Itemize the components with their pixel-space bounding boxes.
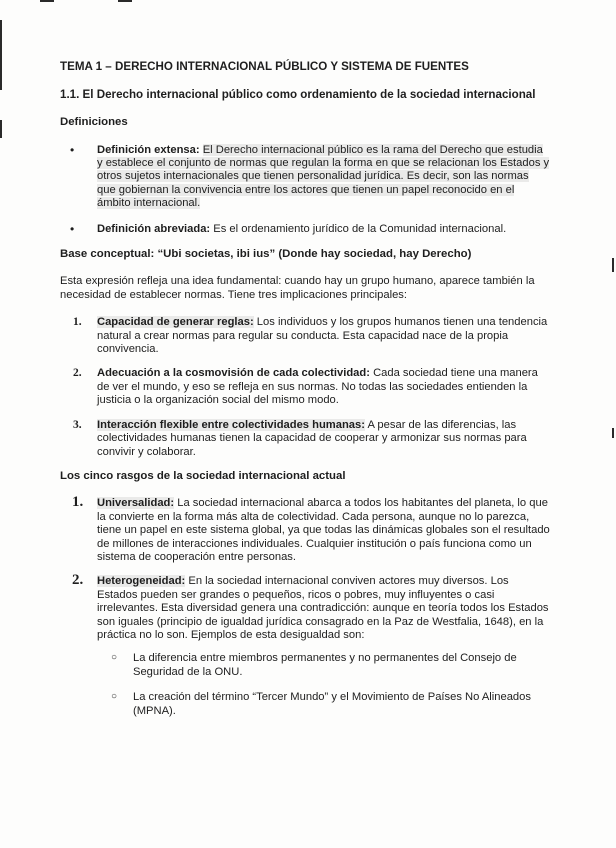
definition-term: Definición abreviada: — [97, 222, 211, 235]
item-text: Cada sociedad tiene una manera de ver el mundo, y eso se refleja en sus normas. No todas las sociedades entienden la justicia o la organización social del mismo modo. — [97, 367, 538, 407]
list-item — [60, 572, 550, 718]
traits-list — [60, 494, 550, 718]
item-term: Capacidad de generar reglas: — [97, 316, 254, 329]
item-number: 2. — [73, 367, 82, 380]
scan-edge-mark — [0, 120, 2, 138]
item-number: 1. — [72, 494, 84, 511]
scan-edge-mark — [40, 0, 54, 2]
list-item — [60, 367, 550, 407]
item-text: La sociedad internacional abarca a todos los habitantes del planeta, lo que la convierte en la forma más alta de colectividad. Cada persona, aunque no lo parezca, tiene un papel en este sistema global, ya que todas las dinámicas globales son el resultado de millones de interacciones individuales. Cualquier institución o país funciona como un sistema de cooperación entre personas. — [97, 497, 550, 563]
item-text: A pesar de las diferencias, las colectividades humanas tienen la capacidad de cooperar y armonizar sus normas para convivir y colaborar. — [97, 418, 527, 458]
section-heading: 1.1. El Derecho internacional público como ordenamiento de la sociedad internacional — [60, 88, 536, 102]
bullet-icon: • — [70, 142, 75, 157]
list-item — [60, 494, 550, 564]
bullet-icon: • — [70, 221, 75, 236]
definition-term: Definición extensa: — [97, 143, 200, 156]
list-item — [97, 652, 550, 679]
item-term: Heterogeneidad: — [97, 575, 186, 588]
list-item — [60, 223, 550, 236]
item-term: Adecuación a la cosmovisión de cada colectividad: — [97, 367, 370, 380]
list-item — [60, 144, 550, 211]
circle-bullet-icon: ○ — [111, 691, 118, 703]
item-number: 2. — [72, 572, 84, 589]
traits-heading: Los cinco rasgos de la sociedad internacional actual — [60, 469, 346, 482]
base-heading: Base conceptual: “Ubi societas, ibi ius” (Donde hay sociedad, hay Derecho) — [60, 248, 472, 261]
item-term: Universalidad: — [97, 497, 175, 510]
list-item — [60, 316, 550, 356]
circle-bullet-icon: ○ — [111, 652, 118, 664]
item-text: Los individuos y los grupos humanos tienen una tendencia natural a crear normas para regular su conducta. Esta capacidad nace de la propia convivencia. — [97, 316, 548, 356]
scan-edge-mark — [118, 0, 132, 2]
example-text: La diferencia entre miembros permanentes y no permanentes del Consejo de Seguridad de la ONU. — [133, 652, 517, 678]
item-number: 3. — [73, 418, 82, 431]
scan-edge-mark — [612, 258, 614, 272]
implications-list — [60, 316, 550, 459]
scan-edge-mark — [0, 20, 2, 90]
document-title: TEMA 1 – DERECHO INTERNACIONAL PÚBLICO Y SISTEMA DE FUENTES — [60, 60, 469, 73]
item-number: 1. — [73, 316, 82, 329]
examples-list — [97, 652, 550, 718]
document-body — [60, 60, 550, 730]
list-item — [60, 419, 550, 459]
example-text: La creación del término “Tercer Mundo” y el Movimiento de Países No Alineados (MPNA). — [133, 691, 531, 717]
definition-text: Es el ordenamiento jurídico de la Comunidad internacional. — [213, 222, 507, 235]
item-text: En la sociedad internacional conviven actores muy diversos. Los Estados pueden ser grandes o pequeños, ricos o pobres, muy influyentes o casi irrelevantes. Esta diversidad genera una contradicción: aunque en teoría todos los Estados son iguales (principio de igualdad jurídica consagrado en la Paz de Westfalia, 1648), en la práctica no lo son. Ejemplos de esta desigualdad son: — [97, 575, 549, 641]
definitions-heading: Definiciones — [60, 116, 128, 129]
base-intro: Esta expresión refleja una idea fundamental: cuando hay un grupo humano, aparece también la necesidad de establecer normas. Tiene tres implicaciones principales: — [60, 275, 535, 301]
definitions-list — [60, 144, 550, 236]
scan-edge-mark — [612, 428, 614, 438]
list-item — [97, 691, 550, 718]
item-term: Interacción flexible entre colectividades humanas: — [97, 418, 365, 431]
definition-text: El Derecho internacional público es la rama del Derecho que estudia y establece el conjunto de normas que regulan la forma en que se relacionan los Estados y otros sujetos internacionales que tienen personalidad jurídica. Es decir, son las normas que gobiernan la convivencia entre los actores que tienen un papel reconocido en el ámbito internacional. — [97, 143, 550, 210]
